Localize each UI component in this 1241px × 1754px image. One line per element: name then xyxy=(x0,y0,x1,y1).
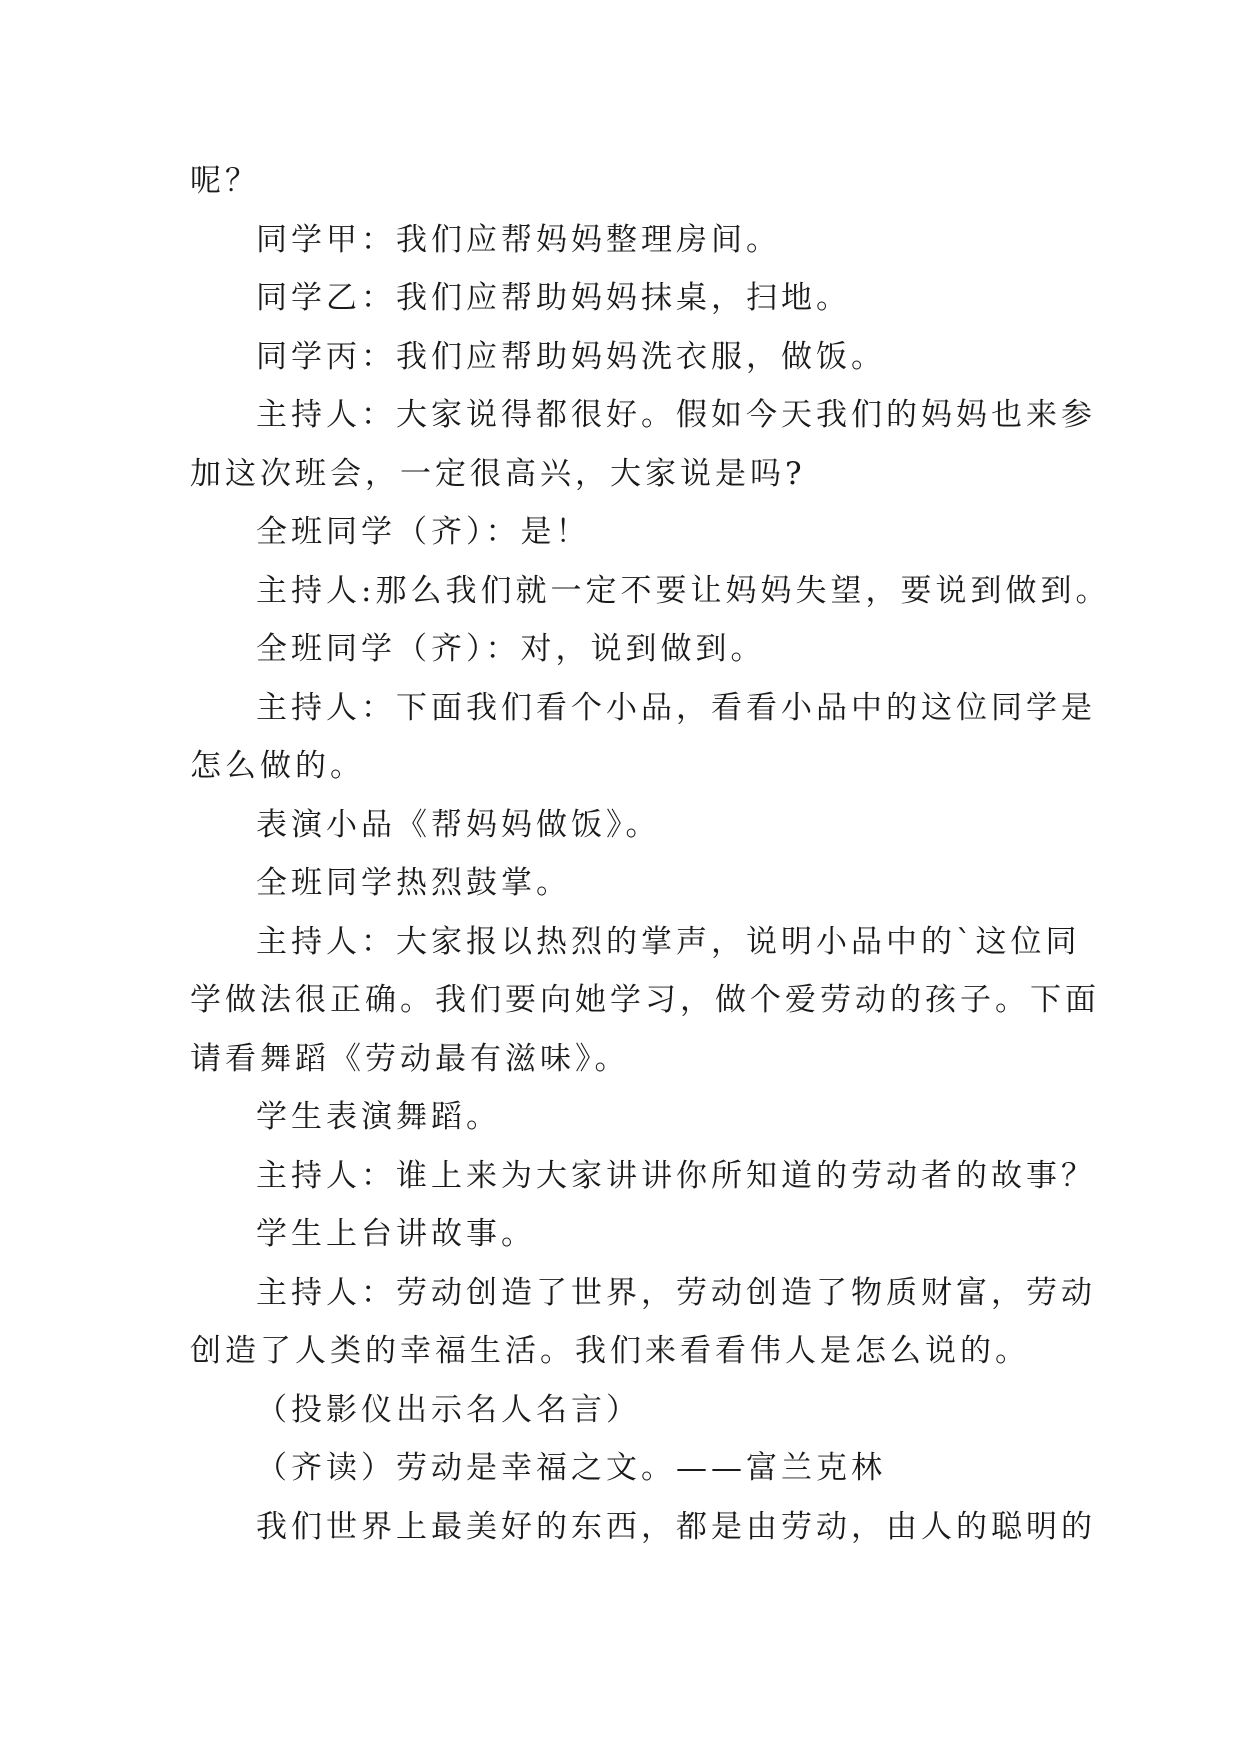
text-line: 主持人：劳动创造了世界，劳动创造了物质财富，劳动 xyxy=(256,1274,1096,1311)
text-line: 创造了人类的幸福生活。我们来看看伟人是怎么说的。 xyxy=(190,1333,1030,1369)
text-line: 学生上台讲故事。 xyxy=(256,1216,536,1252)
text-line: 全班同学热烈鼓掌。 xyxy=(256,865,571,901)
text-line: 主持人:那么我们就一定不要让妈妈失望，要说到做到。 xyxy=(256,572,1111,609)
text-line: 同学甲：我们应帮妈妈整理房间。 xyxy=(256,221,781,258)
text-line: 加这次班会，一定很高兴，大家说是吗? xyxy=(190,455,806,492)
text-line: 同学乙：我们应帮助妈妈抹桌，扫地。 xyxy=(256,280,851,316)
text-line: 我们世界上最美好的东西，都是由劳动，由人的聪明的 xyxy=(256,1508,1096,1545)
text-line: 学做法很正确。我们要向她学习，做个爱劳动的孩子。下面 xyxy=(190,982,1100,1018)
text-line: 学生表演舞蹈。 xyxy=(256,1099,501,1135)
text-line: 主持人：大家说得都很好。假如今天我们的妈妈也来参 xyxy=(256,397,1096,433)
text-line: （齐读）劳动是幸福之文。——富兰克林 xyxy=(256,1450,886,1486)
text-line: 全班同学（齐）：是！ xyxy=(256,514,591,550)
text-line: 呢？ xyxy=(190,163,260,199)
text-line: 怎么做的。 xyxy=(190,748,365,784)
text-line: 请看舞蹈《劳动最有滋味》。 xyxy=(190,1040,630,1077)
text-line: 全班同学（齐）：对，说到做到。 xyxy=(256,631,766,667)
text-line: 同学丙：我们应帮助妈妈洗衣服，做饭。 xyxy=(256,338,886,375)
text-line: 主持人：大家报以热烈的掌声，说明小品中的`这位同 xyxy=(256,923,1081,960)
text-line: （投影仪出示名人名言） xyxy=(256,1391,641,1428)
text-line: 主持人：下面我们看个小品，看看小品中的这位同学是 xyxy=(256,689,1096,726)
text-line: 主持人：谁上来为大家讲讲你所知道的劳动者的故事？ xyxy=(256,1157,1096,1194)
document-text-body xyxy=(190,152,1111,1556)
text-line: 表演小品《帮妈妈做饭》。 xyxy=(256,806,661,843)
